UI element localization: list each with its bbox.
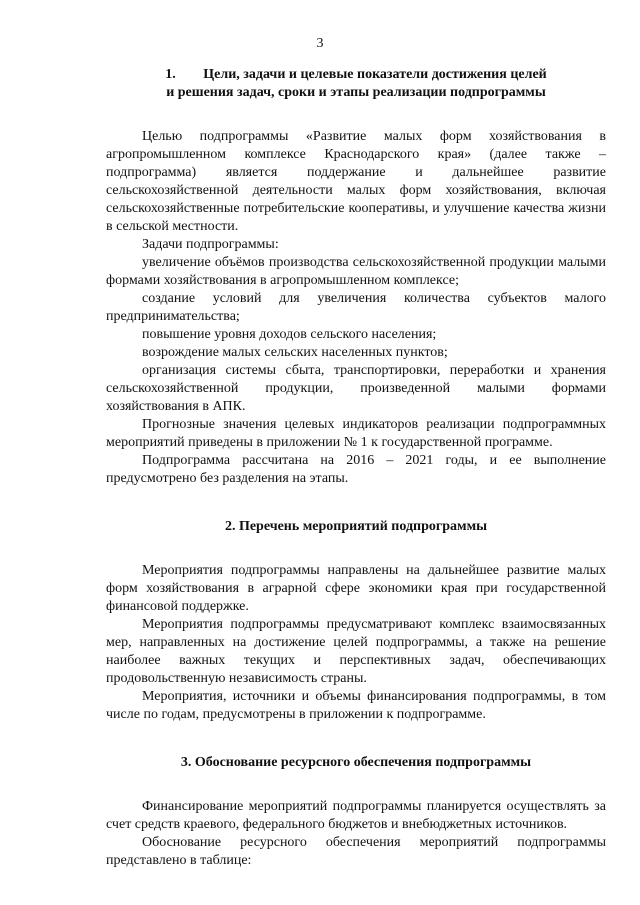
section-2 (106, 518, 606, 724)
section-1-title-line-2: и решения задач, сроки и этапы реализации подпрограммы (166, 85, 546, 100)
paragraph: создание условий для увеличения количества субъектов малого предпринимательства; (106, 291, 606, 324)
paragraph: Мероприятия, источники и объемы финансирования подпрограммы, в том числе по годам, предусмотрены в приложении к подпрограмме. (106, 689, 606, 722)
paragraph: увеличение объёмов производства сельскохозяйственной продукции малыми формами хозяйствования в агропромышленном комплексе; (106, 255, 606, 288)
section-1-heading-line-1 (106, 66, 606, 84)
paragraph: Мероприятия подпрограммы предусматривают комплекс взаимосвязанных мер, направленных на достижение целей подпрограммы, а также на решение наиболее важных текущих и перспективных задач, обеспечивающих продовольственную независимость страны. (106, 617, 606, 686)
paragraph: возрождение малых сельских населенных пунктов; (142, 345, 448, 360)
paragraph: повышение уровня доходов сельского населения; (142, 327, 437, 342)
section-1-number: 1. (165, 67, 176, 82)
section-2-title: 2. Перечень мероприятий подпрограммы (224, 519, 488, 534)
section-3 (106, 754, 606, 870)
section-3-title: 3. Обоснование ресурсного обеспечения подпрограммы (180, 755, 532, 770)
paragraph: организация системы сбыта, транспортировки, переработки и хранения сельскохозяйственной продукции, произведенной малыми формами хозяйствования в АПК. (106, 363, 606, 414)
paragraph: Финансирование мероприятий подпрограммы планируется осуществлять за счет средств краевого, федерального бюджетов и внебюджетных источников. (106, 799, 606, 832)
paragraph: Обоснование ресурсного обеспечения мероприятий подпрограммы представлено в таблице: (106, 835, 606, 868)
paragraph: Подпрограмма рассчитана на 2016 – 2021 годы, и ее выполнение предусмотрено без разделения на этапы. (106, 453, 606, 486)
paragraph: Целью подпрограммы «Развитие малых форм хозяйствования в агропромышленном комплексе Краснодарского края» (далее также – подпрограмма) является поддержание и дальнейшее развитие сельскохозяйственной деятельности малых форм хозяйствования, включая сельскохозяйственные потребительские кооперативы, и улучшение качества жизни в сельской местности. (106, 129, 606, 234)
paragraph: Мероприятия подпрограммы направлены на дальнейшее развитие малых форм хозяйствования в аграрной сфере экономики края при государственной финансовой поддержке. (106, 563, 606, 614)
page-number: 3 (316, 36, 324, 51)
paragraph: Прогнозные значения целевых индикаторов реализации подпрограммных мероприятий приведены в приложении № 1 к государственной программе. (106, 417, 606, 450)
section-1 (106, 66, 606, 488)
page-content (106, 66, 606, 870)
section-1-title-line-1: Цели, задачи и целевые показатели достижения целей (203, 67, 547, 82)
paragraph: Задачи подпрограммы: (142, 237, 279, 252)
